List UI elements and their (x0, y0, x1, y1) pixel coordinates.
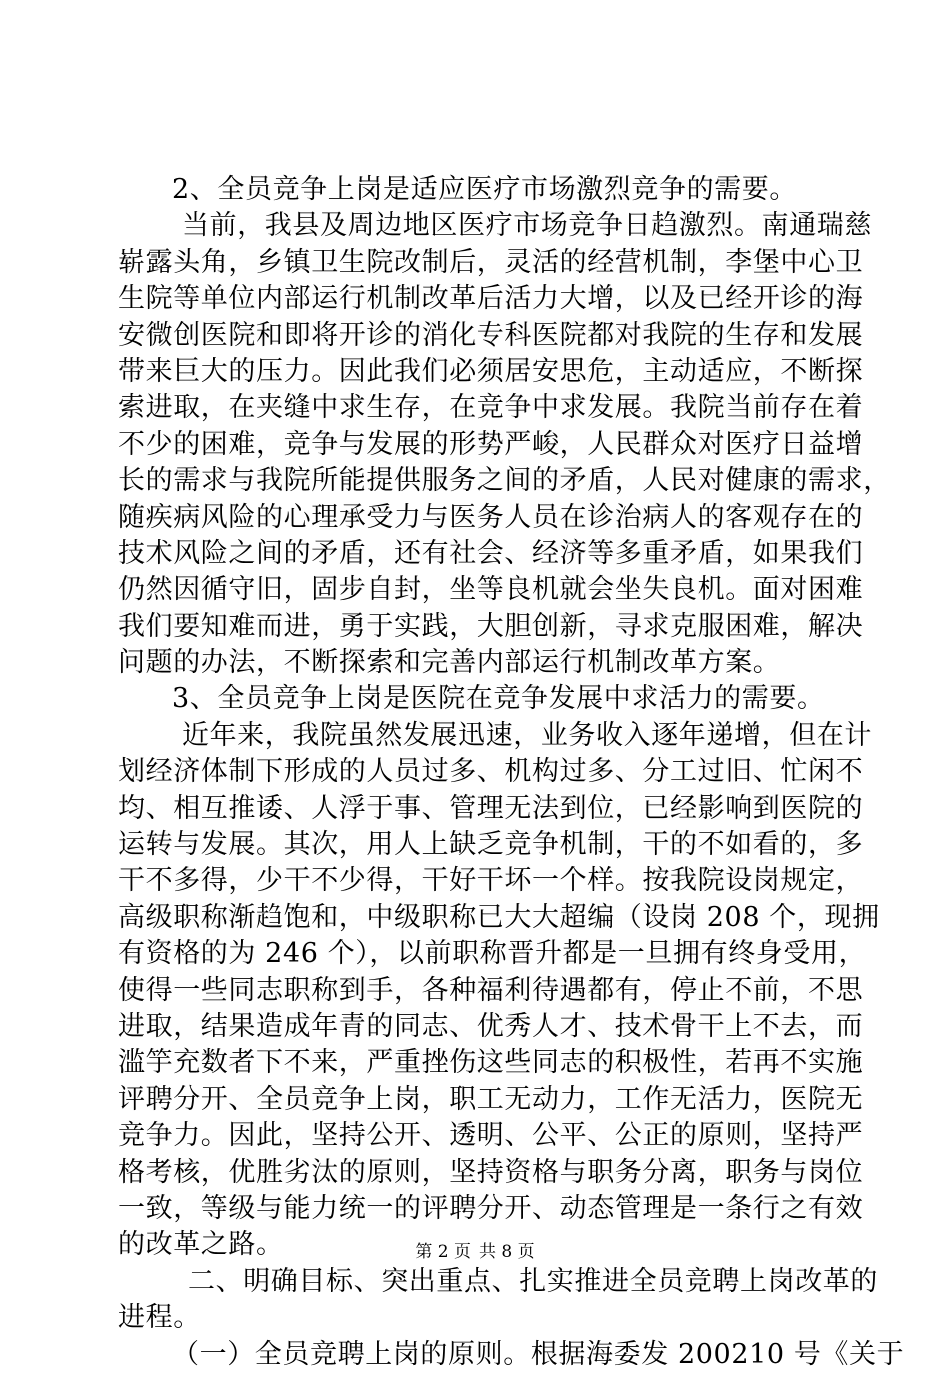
paragraph-line: 随疾病风险的心理承受力与医务人员在诊治病人的客观存在的 (118, 501, 864, 533)
paragraph-line: 高级职称渐趋饱和，中级职称已大大超编（设岗 208 个，现拥 (118, 901, 880, 933)
paragraph-line: 索进取，在夹缝中求生存，在竞争中求发展。我院当前存在着 (118, 392, 864, 424)
paragraph-line: 我们要知难而进，勇于实践，大胆创新，寻求克服困难，解决 (118, 610, 864, 642)
paragraph-line: 进取，结果造成年青的同志、优秀人才、技术骨干上不去，而 (118, 1010, 864, 1042)
paragraph-first-line: 近年来，我院虽然发展迅速，业务收入逐年递增，但在计 (182, 719, 872, 751)
paragraph-line: 安微创医院和即将开诊的消化专科医院都对我院的生存和发展 (118, 319, 864, 351)
section-heading-continuation: 进程。 (118, 1302, 201, 1334)
paragraph-line: 问题的办法，不断探索和完善内部运行机制改革方案。 (118, 647, 781, 679)
paragraph-line: 仍然因循守旧，固步自封，坐等良机就会坐失良机。面对困难 (118, 574, 864, 606)
paragraph-line: 一致，等级与能力统一的评聘分开、动态管理是一条行之有效 (118, 1192, 864, 1224)
page-total: 共 8 页 (479, 1242, 535, 1262)
paragraph-line: 竞争力。因此，坚持公开、透明、公平、公正的原则，坚持严 (118, 1120, 864, 1152)
paragraph-line: 划经济体制下形成的人员过多、机构过多、分工过旧、忙闲不 (118, 756, 864, 788)
paragraph-line: 有资格的为 246 个），以前职称晋升都是一旦拥有终身受用， (118, 938, 867, 970)
paragraph-line: 带来巨大的压力。因此我们必须居安思危，主动适应，不断探 (118, 355, 864, 387)
paragraph-line: 评聘分开、全员竞争上岗，职工无动力，工作无活力，医院无 (118, 1083, 864, 1115)
paragraph-line: 的改革之路。 (118, 1229, 284, 1261)
paragraph-line: 均、相互推诿、人浮于事、管理无法到位，已经影响到医院的 (118, 792, 864, 824)
paragraph-line: 格考核，优胜劣汰的原则，坚持资格与职务分离，职务与岗位 (118, 1156, 864, 1188)
subheading-line: 3、全员竞争上岗是医院在竞争发展中求活力的需要。 (172, 683, 825, 715)
document-body (118, 172, 905, 1373)
paragraph-line: 干不多得，少干不少得，干好干坏一个样。按我院设岗规定， (118, 865, 864, 897)
paragraph-line: 使得一些同志职称到手，各种福利待遇都有，停止不前，不思 (118, 974, 864, 1006)
paragraph-line: 崭露头角，乡镇卫生院改制后，灵活的经营机制，李堡中心卫 (118, 246, 864, 278)
section-heading: 二、明确目标、突出重点、扎实推进全员竞聘上岗改革的 (188, 1265, 878, 1297)
paragraph-line: 不少的困难，竞争与发展的形势严峻，人民群众对医疗日益增 (118, 428, 864, 460)
paragraph-first-line: （一）全员竞聘上岗的原则。根据海委发 200210 号《关于 (172, 1338, 905, 1370)
page-number: 第 2 页 (415, 1242, 471, 1262)
paragraph-line: 滥竽充数者下不来，严重挫伤这些同志的积极性，若再不实施 (118, 1047, 864, 1079)
paragraph-line: 生院等单位内部运行机制改革后活力大增，以及已经开诊的海 (118, 283, 864, 315)
subheading-line: 2、全员竞争上岗是适应医疗市场激烈竞争的需要。 (172, 174, 797, 205)
paragraph-line: 长的需求与我院所能提供服务之间的矛盾，人民对健康的需求， (118, 465, 891, 497)
paragraph-first-line: 当前，我县及周边地区医疗市场竞争日趋激烈。南通瑞慈 (182, 210, 872, 242)
paragraph-line: 技术风险之间的矛盾，还有社会、经济等多重矛盾，如果我们 (118, 537, 864, 569)
page-footer (0, 1241, 950, 1263)
paragraph-line: 运转与发展。其次，用人上缺乏竞争机制，干的不如看的，多 (118, 829, 864, 861)
